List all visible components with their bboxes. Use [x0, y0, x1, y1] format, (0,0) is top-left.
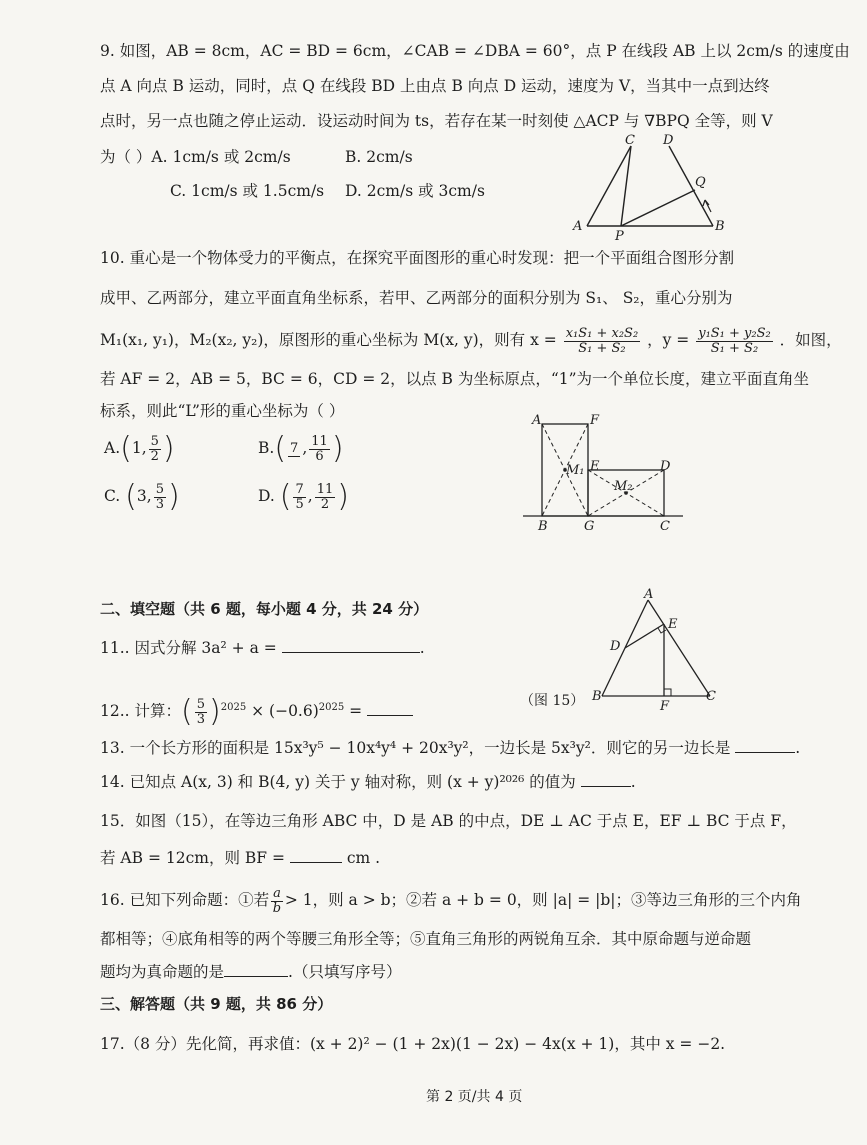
q9-line3: 点时，另一点也随之停止运动．设运动时间为 ts，若存在某一时刻使 △ACP 与 ∇BPQ 全等，则 V [100, 112, 773, 130]
q15-answer-blank[interactable] [290, 846, 342, 863]
q10-line3-c: ．如图， [779, 331, 842, 349]
figure-15-caption: （图 15） [520, 693, 585, 709]
q10-label-m1: M₁ [566, 463, 585, 478]
q10-l-shape-figure [518, 410, 688, 535]
fig15-label-d: D [610, 639, 621, 654]
q9-option-c: C. 1cm/s 或 1.5cm/s [170, 182, 325, 200]
q17: 17.（8 分）先化简，再求值：(x + 2)² − (1 + 2x)(1 − 2x) − 4x(x + 1)，其中 x = −2. [100, 1035, 726, 1053]
q10-line3-b: ，y = [647, 331, 690, 349]
fig15-label-e: E [668, 617, 678, 632]
q9-option-b: B. 2cm/s [345, 148, 413, 166]
q10-label-d: D [660, 459, 671, 474]
q16-line1: 16. 已知下列命题：①若 $\frac{a}{b}$ > 1，则 a > b；②若 a + b = 0，则 |a| = |b|；③等边三角形的三个内角 [100, 885, 802, 916]
q16-line3: 题均为真命题的是 .（只填写序号） [100, 960, 401, 983]
fig15-label-f: F [660, 699, 670, 713]
q14: 14. 已知点 A(x, 3) 和 B(4, y) 关于 y 轴对称，则 (x + y)²⁰²⁶ 的值为 . [100, 770, 636, 793]
q9-label-c: C [625, 133, 635, 148]
q12: 12.. 计算：( $\frac{5}{3}$ )$^{2025} \times (-0.6)^{2025}$ = [100, 688, 413, 731]
q9-line1: 9. 如图，AB = 8cm，AC = BD = 6cm，∠CAB = ∠DBA = 60°，点 P 在线段 AB 上以 2cm/s 的速度由 [100, 42, 850, 60]
q10-line3-a: M₁(x₁, y₁)，M₂(x₂, y₂)，原图形的重心坐标为 M(x, y)，则有 x = [100, 331, 557, 349]
q12-answer-blank[interactable] [367, 699, 413, 716]
q10-option-d: D. ( $\frac{7}{5}$ , $\frac{11}{2}$ ) [258, 479, 349, 514]
q15-line1: 15．如图（15），在等边三角形 ABC 中，D 是 AB 的中点，DE ⊥ AC 于点 E，EF ⊥ BC 于点 F， [100, 812, 797, 830]
q9-label-q: Q [695, 175, 706, 190]
section2-title: 二、填空题（共 6 题，每小题 4 分，共 24 分） [100, 600, 429, 618]
q9-figure [565, 128, 735, 243]
figure-15 [590, 588, 720, 713]
q10-line2: 成甲、乙两部分，建立平面直角坐标系，若甲、乙两部分的面积分别为 S₁、 S₂，重心分别为 [100, 289, 733, 307]
q9-line2: 点 A 向点 B 运动，同时，点 Q 在线段 BD 上由点 B 向点 D 运动，速度为 V，当其中一点到达终 [100, 77, 770, 95]
q10-label-e: E [590, 459, 600, 474]
q11-answer-blank[interactable] [282, 636, 420, 653]
section3-title: 三、解答题（共 9 题，共 86 分） [100, 995, 333, 1013]
q10-line1: 10. 重心是一个物体受力的平衡点，在探究平面图形的重心时发现：把一个平面组合图形分割 [100, 249, 735, 267]
q9-label-p: P [615, 229, 624, 243]
q13: 13. 一个长方形的面积是 15x³y⁵ − 10x⁴y⁴ + 20x³y²，一边长是 5x³y²．则它的另一边长是 . [100, 736, 800, 759]
q9-option-a: 为（ ）A. 1cm/s 或 2cm/s [100, 148, 291, 166]
q10-formula-y: $\frac{\text{y₁S₁ + y₂S₂}}{\text{S₁ + S₂}}$ [698, 325, 771, 356]
q10-label-m2: M₂ [614, 479, 633, 494]
q10-label-f: F [590, 413, 600, 428]
fig15-label-a: A [644, 588, 654, 602]
q10-line5: 标系，则此“L”形的重心坐标为（ ） [100, 402, 345, 420]
q10-label-g: G [584, 519, 595, 534]
q16-answer-blank[interactable] [224, 960, 288, 977]
q11: 11.. 因式分解 3a² + a = . [100, 636, 425, 659]
fig15-label-c: C [706, 689, 716, 704]
q9-label-b: B [715, 219, 725, 234]
q14-answer-blank[interactable] [581, 770, 631, 787]
q9-label-d: D [663, 133, 674, 148]
q10-option-b: B.( 7 , $\frac{11}{6}$ ) [258, 431, 344, 466]
fig15-label-b: B [592, 689, 602, 704]
page-footer: 第 2 页/共 4 页 [426, 1089, 523, 1105]
q9-option-d: D. 2cm/s 或 3cm/s [345, 182, 485, 200]
q10-label-c: C [660, 519, 670, 534]
q15-line2: 若 AB = 12cm，则 BF = cm . [100, 846, 380, 869]
q10-label-b: B [538, 519, 548, 534]
q10-line3 [100, 325, 842, 356]
q10-option-a: A.(1, $\frac{5}{2}$ ) [104, 431, 175, 466]
q10-option-c: C. (3, $\frac{5}{3}$ ) [104, 479, 180, 514]
q13-answer-blank[interactable] [735, 736, 795, 753]
q10-formula-x: $\frac{\text{x₁S₁ + x₂S₂}}{\text{S₁ + S₂}}$ [565, 325, 639, 356]
q10-label-a: A [532, 413, 542, 428]
q9-label-a: A [573, 219, 583, 234]
q10-line4: 若 AF = 2，AB = 5，BC = 6，CD = 2，以点 B 为坐标原点，“1”为一个单位长度，建立平面直角坐 [100, 370, 810, 388]
q16-line2: 都相等；④底角相等的两个等腰三角形全等；⑤直角三角形的两锐角互余．其中原命题与逆命题 [100, 930, 752, 948]
